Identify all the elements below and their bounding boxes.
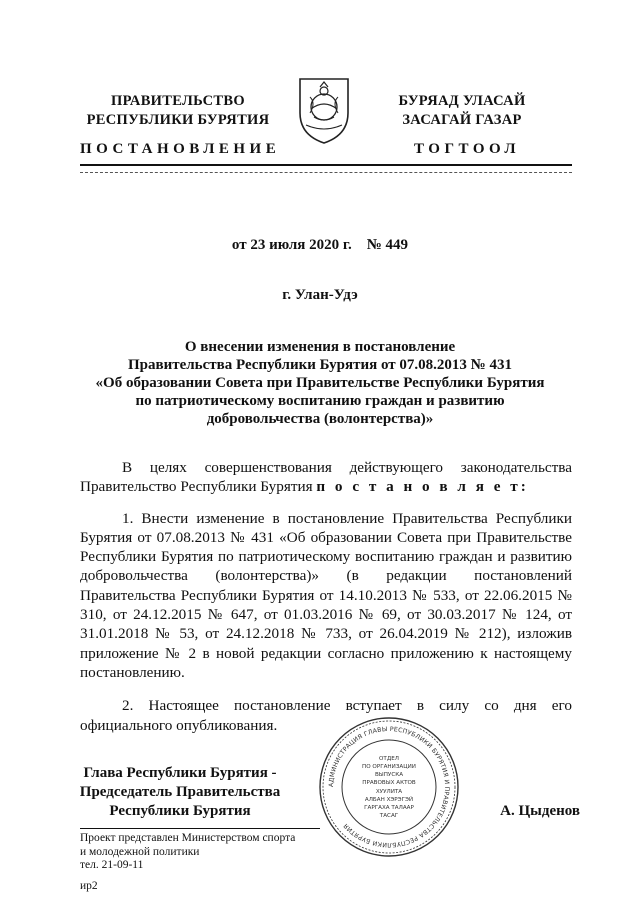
title-line: Правительства Республики Бурятия от 07.08.2013 № 431: [127, 357, 512, 373]
stamp-center-line: АЛБАН ХЭРЭГЭЙ: [364, 797, 414, 803]
header-rule: [80, 164, 572, 166]
position-line: Республики Бурятия: [109, 803, 251, 819]
stamp-center-line: ВЫПУСКА: [374, 772, 404, 778]
position-line: Глава Республики Бурятия -: [83, 765, 277, 781]
footer-rule: [80, 828, 320, 829]
org-name-buryat: [362, 92, 562, 130]
footer-line: тел. 21-09-11: [80, 859, 144, 871]
stamp-center-line: ГАРГАХА ТАЛААР: [364, 805, 414, 811]
doctype-buryat: ТОГТООЛ: [414, 141, 521, 157]
stamp-center-line: ХУУЛИТА: [375, 789, 403, 795]
stamp-center-line: ПО ОРГАНИЗАЦИИ: [362, 764, 416, 770]
item-2-paragraph: 2. Настоящее постановление вступает в силу со дня его официального опубликования.: [80, 697, 572, 734]
signatory-name: А. Цыденов: [500, 803, 580, 819]
footer-code: ир2: [80, 880, 98, 892]
preamble-decree: п о с т а н о в л я е т:: [316, 478, 529, 496]
header-dashed-rule: [80, 172, 572, 173]
preamble-paragraph: [80, 458, 572, 497]
doctype-russian: ПОСТАНОВЛЕНИЕ: [80, 141, 281, 157]
document-city: г. Улан-Удэ: [282, 287, 358, 303]
title-line: добровольчества (волонтерства)»: [206, 411, 434, 427]
svg-text:АДМИНИСТРАЦИЯ ГЛАВЫ РЕСПУБЛИКИ: [328, 726, 450, 848]
stamp-center-line: ОТДЕЛ: [379, 756, 399, 762]
document-body: [80, 458, 572, 735]
stamp-center-line: ПРАВОВЫХ АКТОВ: [362, 780, 416, 786]
stamp-ring-text: АДМИНИСТРАЦИЯ ГЛАВЫ РЕСПУБЛИКИ БУРЯТИЯ И ПРАВИТЕЛЬСТВА РЕСПУБЛИКИ БУРЯТИЯ: [327, 725, 451, 849]
buryatia-coat-of-arms-icon: [296, 73, 352, 145]
footer-line: Проект представлен Министерством спорта: [80, 832, 296, 844]
stamp-center-line: ТАСАГ: [379, 813, 399, 819]
preamble-text: В целях совершенствования действующего законодательства Правительство Республики Бурятия: [80, 459, 572, 496]
title-line: О внесении изменения в постановление: [184, 339, 456, 355]
document-title: [40, 338, 600, 428]
org-name-buryat-line1: БУРЯАД УЛАСАЙ: [398, 93, 526, 109]
footer-line: и молодежной политики: [80, 845, 200, 858]
coat-of-arms-emblem: [296, 73, 352, 145]
org-name-russian-line1: ПРАВИТЕЛЬСТВО: [111, 93, 245, 109]
document-date-number: от 23 июля 2020 г. № 449: [231, 237, 409, 253]
org-name-russian: [78, 92, 278, 130]
org-name-russian-line2: РЕСПУБЛИКИ БУРЯТИЯ: [86, 112, 270, 128]
org-name-buryat-line2: ЗАСАГАЙ ГАЗАР: [402, 112, 522, 128]
position-line: Председатель Правительства: [79, 784, 281, 800]
title-line: по патриотическому воспитанию граждан и развитию: [135, 393, 505, 409]
item-1-paragraph: 1. Внести изменение в постановление Правительства Республики Бурятия от 07.08.2013 № 431 «Об образовании Совета при Правительстве Республики Бурятия по патриотическому воспитанию граждан и развитию добровольчества (волонтерства)» (в редакции постановлений Правительства Республики Бурятия от 14.10.2013 № 533, от 22.06.2015 № 310, от 24.12.2015 № 647, от 01.03.2016 № 69, от 30.03.2017 № 124, от 31.01.2018 № 53, от 24.12.2018 № 733, от 26.04.2019 № 212), изложив приложение № 2 в новой редакции согласно приложению к настоящему постановлению.: [80, 509, 572, 681]
signatory-position: [70, 764, 290, 821]
footer-note: [80, 832, 380, 873]
title-line: «Об образовании Совета при Правительстве Республики Бурятия: [95, 375, 545, 391]
